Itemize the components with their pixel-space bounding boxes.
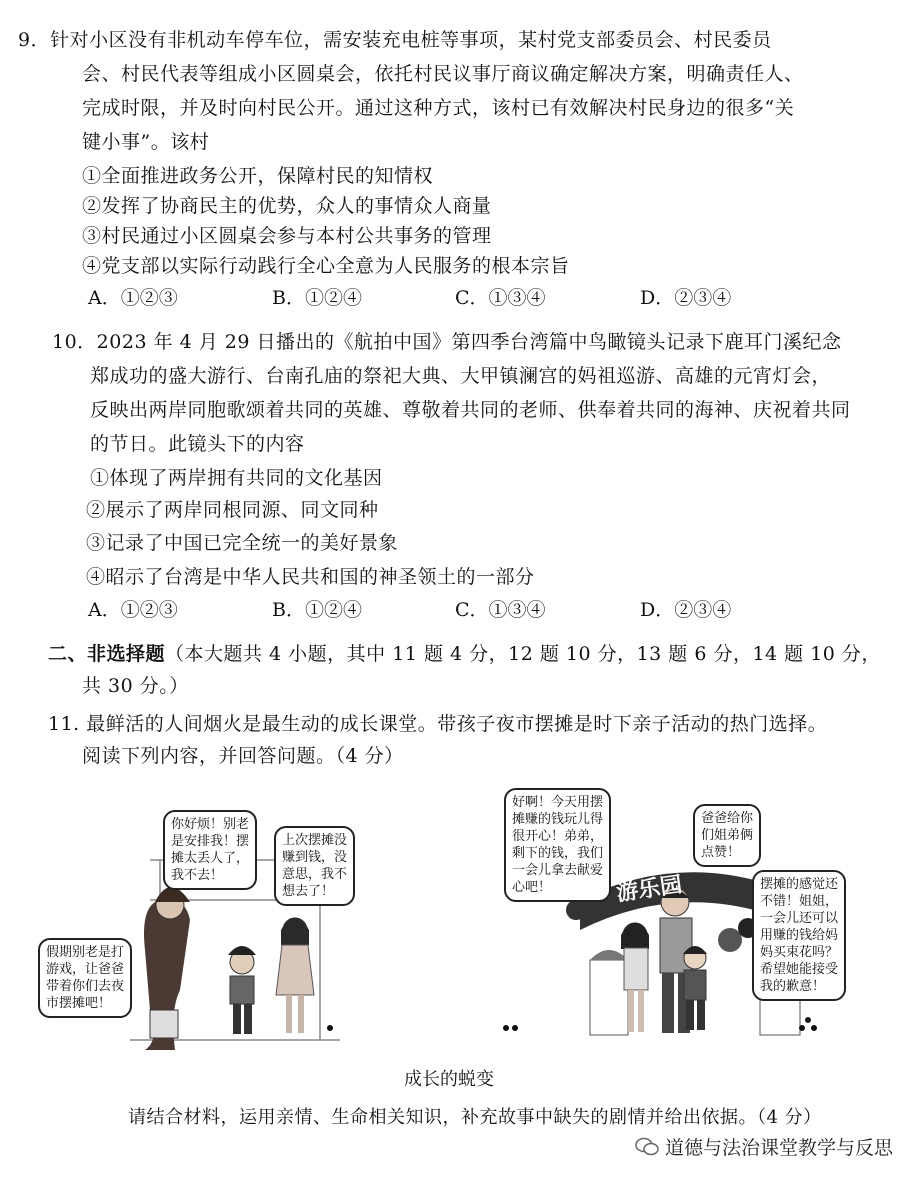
q10-stem-line-1: 10．2023 年 4 月 29 日播出的《航拍中国》第四季台湾篇中鸟瞰镜头记录下鹿耳门溪纪念 [52, 331, 842, 353]
q10-option-b: B．①②④ [272, 599, 362, 621]
section-2-title: 二、非选择题 [48, 643, 166, 665]
comic-right-bubble-father: 爸爸给你 们姐弟俩 点赞！ [693, 804, 761, 867]
q11-stem-line-2: 阅读下列内容，并回答问题。（4 分） [82, 745, 404, 767]
q9-item-4: ④党支部以实际行动践行全心全意为人民服务的根本宗旨 [82, 255, 570, 277]
q10-item-4: ④昭示了台湾是中华人民共和国的神圣领土的一部分 [86, 566, 535, 588]
q9-option-b: B．①②④ [272, 287, 362, 309]
q10-stem-line-4: 的节日。此镜头下的内容 [90, 433, 305, 455]
q9-option-d: D．②③④ [640, 287, 732, 309]
q10-stem-line-2: 郑成功的盛大游行、台南孔庙的祭祀大典、大甲镇澜宫的妈祖巡游、高雄的元宵灯会， [90, 365, 832, 387]
q10-item-2: ②展示了两岸同根同源、同文同种 [86, 499, 379, 521]
q9-item-3: ③村民通过小区圆桌会参与本村公共事务的管理 [82, 225, 492, 247]
q9-stem-line-4: 键小事”。该村 [82, 131, 210, 153]
watermark [635, 1133, 893, 1160]
q11-stem-line-1: 11. 最鲜活的人间烟火是最生动的成长课堂。带孩子夜市摆摊是时下亲子活动的热门选择。 [48, 713, 828, 735]
section-2-desc: （本大题共 4 小题，其中 11 题 4 分，12 题 10 分，13 题 6 分，14 题 10 分， [165, 643, 881, 665]
q11-instruction: 请结合材料，运用亲情、生命相关知识，补充故事中缺失的剧情并给出依据。（4 分） [128, 1107, 822, 1128]
comic-right-bubble-brother: 摆摊的感觉还 不错！姐姐， 一会儿还可以 用赚的钱给妈 妈买束花吗？ 希望她能接受 我的歉意！ [752, 870, 846, 1001]
section-2-line-1 [48, 642, 881, 666]
q10-item-1: ①体现了两岸拥有共同的文化基因 [90, 467, 383, 489]
q9-option-a: A．①②③ [88, 287, 178, 309]
q10-option-c: C．①③④ [455, 599, 546, 621]
q10-option-d: D．②③④ [640, 599, 732, 621]
girl-figure [276, 918, 314, 1034]
q9-option-c: C．①③④ [455, 287, 546, 309]
q10-stem-line-3: 反映出两岸同胞歌颂着共同的英雄、尊敬着共同的老师、供奉着共同的海神、庆祝着共同 [90, 399, 851, 421]
amusement-park-sign: 游乐园 [614, 871, 684, 907]
q9-stem-line-3: 完成时限，并及时向村民公开。通过这种方式，该村已有效解决村民身边的很多“关 [82, 97, 795, 119]
comic-left-bubble-girl: 你好烦！别老 是安排我！摆 摊太丢人了， 我不去！ [163, 810, 257, 890]
comic-left-bubble-boy: 上次摆摊没 赚到钱，没 意思，我不 想去了！ [274, 826, 355, 906]
wechat-icon [635, 1137, 659, 1157]
q10-option-a: A．①②③ [88, 599, 178, 621]
comic-caption: 成长的蜕变 [404, 1069, 494, 1090]
q10-item-3: ③记录了中国已完全统一的美好景象 [86, 532, 399, 554]
comic-left-bubble-mother: 假期别老是打 游戏，让爸爸 带着你们去夜 市摆摊吧！ [38, 938, 132, 1018]
mother-figure [144, 887, 190, 1050]
section-2-desc-line-2: 共 30 分。） [82, 675, 189, 697]
q9-stem-line-1: 9．针对小区没有非机动车停车位，需安装充电桩等事项，某村党支部委员会、村民委员 [18, 29, 772, 51]
q9-item-2: ②发挥了协商民主的优势，众人的事情众人商量 [82, 195, 492, 217]
q9-stem-line-2: 会、村民代表等组成小区圆桌会，依托村民议事厅商议确定解决方案，明确责任人、 [82, 63, 804, 85]
boy-figure [228, 946, 256, 1034]
watermark-text: 道德与法治课堂教学与反思 [664, 1137, 893, 1159]
comic-right-bubble-sister: 好啊！今天用摆 摊赚的钱玩儿得 很开心！弟弟， 剩下的钱，我们 一会儿拿去献爱 心吧！ [504, 788, 611, 902]
q9-item-1: ①全面推进政务公开，保障村民的知情权 [82, 165, 434, 187]
brother-figure [683, 946, 707, 1030]
